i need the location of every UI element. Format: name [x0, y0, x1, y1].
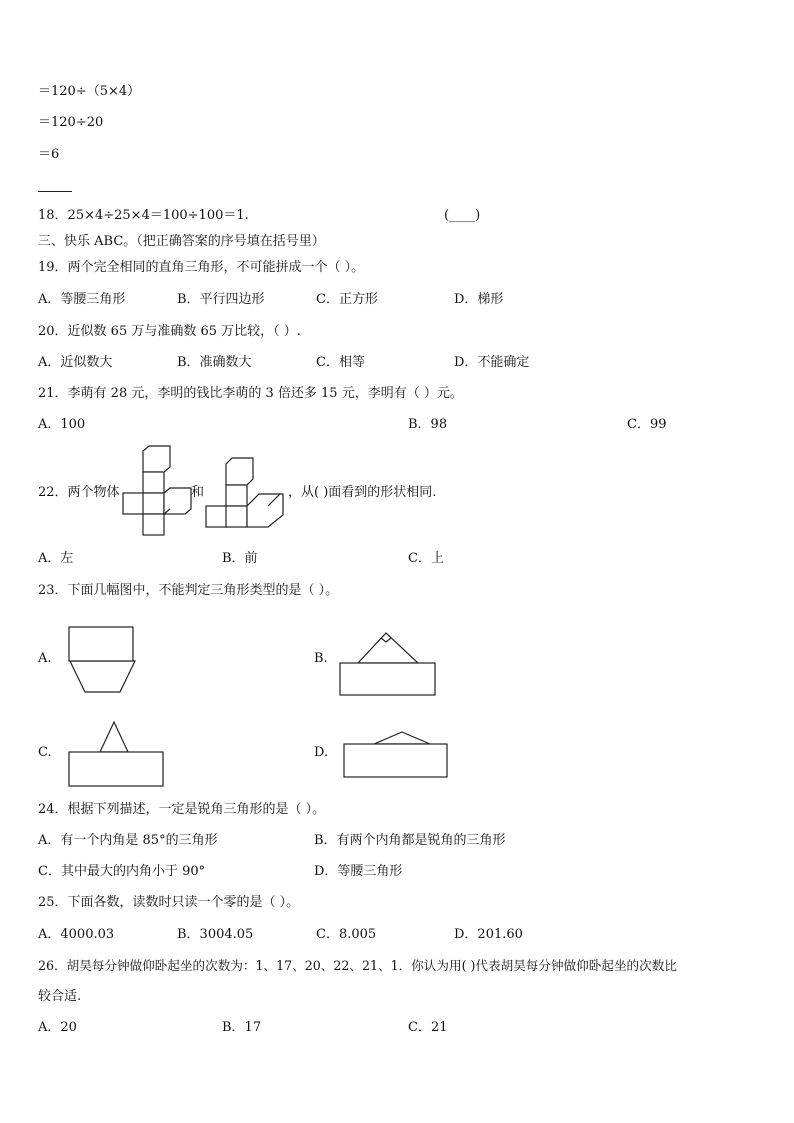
calc-line: ＝6 — [38, 147, 60, 162]
q22-option-a[interactable]: A．左 — [38, 551, 74, 566]
q24-option-b[interactable]: B．有两个内角都是锐角的三角形 — [314, 833, 506, 848]
q23-label-b[interactable]: B. — [314, 651, 328, 666]
q26-option-b[interactable]: B．17 — [222, 1020, 262, 1035]
q25-option-b[interactable]: B．3004.05 — [177, 927, 254, 942]
q18-answer-blank[interactable]: (____) — [444, 208, 481, 223]
q23-label-a[interactable]: A. — [38, 651, 52, 666]
q25-option-c[interactable]: C．8.005 — [316, 927, 377, 942]
q24-option-c[interactable]: C．其中最大的内角小于 90° — [38, 864, 206, 879]
question-22-part2: 和 — [191, 485, 205, 500]
cube-stack-figure-1 — [122, 450, 192, 536]
q21-option-b[interactable]: B．98 — [408, 417, 448, 432]
question-26-line1: 26．胡昊每分钟做仰卧起坐的次数为：1、17、20、22、21、1．你认为用( )代表胡昊每分钟做仰卧起坐的次数比 — [38, 958, 677, 973]
question-24: 24．根据下列描述，一定是锐角三角形的是（ ）。 — [38, 802, 326, 817]
q20-option-a[interactable]: A．近似数大 — [38, 355, 113, 370]
question-21: 21．李萌有 28 元，李明的钱比李萌的 3 倍还多 15 元，李明有（ ）元。 — [38, 386, 463, 401]
calc-line: ＝120÷（5×4） — [38, 84, 141, 99]
q24-option-a[interactable]: A．有一个内角是 85°的三角形 — [38, 833, 218, 848]
question-19: 19．两个完全相同的直角三角形，不可能拼成一个（ ）。 — [38, 260, 365, 275]
q24-option-d[interactable]: D．等腰三角形 — [314, 864, 403, 879]
question-23: 23．下面几幅图中，不能判定三角形类型的是（ ）。 — [38, 583, 339, 598]
q21-option-a[interactable]: A．100 — [38, 417, 86, 432]
answer-underline — [38, 191, 72, 192]
q22-option-b[interactable]: B．前 — [222, 551, 258, 566]
q23-figure-a — [68, 626, 138, 694]
question-18: 18．25×4÷25×4＝100÷100＝1. — [38, 208, 249, 223]
question-22-part1: 22．两个物体 — [38, 485, 120, 500]
q19-option-c[interactable]: C．正方形 — [316, 292, 378, 307]
q23-figure-b — [338, 630, 438, 698]
q23-figure-c — [68, 720, 166, 788]
q21-option-c[interactable]: C．99 — [627, 417, 667, 432]
question-25: 25．下面各数，读数时只读一个零的是（ ）。 — [38, 895, 300, 910]
q23-figure-d — [342, 728, 450, 780]
q19-option-d[interactable]: D．梯形 — [454, 292, 504, 307]
cube-stack-figure-2 — [205, 456, 289, 528]
calc-line: ＝120÷20 — [38, 115, 104, 130]
q19-option-b[interactable]: B．平行四边形 — [177, 292, 265, 307]
q22-option-c[interactable]: C．上 — [408, 551, 444, 566]
q20-option-c[interactable]: C．相等 — [316, 355, 365, 370]
q19-option-a[interactable]: A．等腰三角形 — [38, 292, 126, 307]
q26-option-c[interactable]: C．21 — [408, 1020, 448, 1035]
q25-option-d[interactable]: D．201.60 — [454, 927, 523, 942]
q26-option-a[interactable]: A．20 — [38, 1020, 77, 1035]
question-26-line2: 较合适. — [38, 989, 82, 1004]
q20-option-b[interactable]: B．准确数大 — [177, 355, 252, 370]
section-heading: 三、快乐 ABC。（把正确答案的序号填在括号里） — [38, 234, 325, 249]
q23-label-c[interactable]: C. — [38, 745, 52, 760]
q20-option-d[interactable]: D．不能确定 — [454, 355, 530, 370]
q23-label-d[interactable]: D. — [314, 745, 329, 760]
question-20: 20．近似数 65 万与准确数 65 万比较，（ ）. — [38, 324, 301, 339]
q25-option-a[interactable]: A．4000.03 — [38, 927, 115, 942]
question-22-part3: ，从( )面看到的形状相同. — [288, 485, 437, 500]
